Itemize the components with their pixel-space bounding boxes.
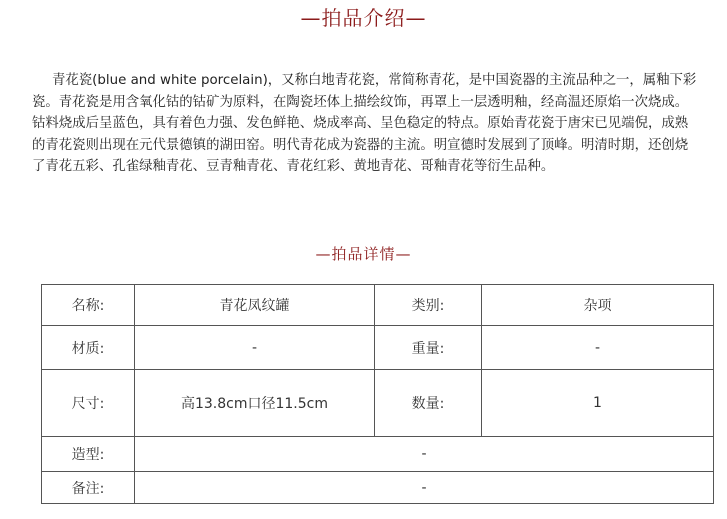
- size-label: 尺寸:: [42, 370, 135, 437]
- name-label: 名称:: [42, 285, 135, 326]
- table-row: [42, 326, 714, 370]
- category-value: 杂项: [482, 285, 714, 326]
- table-row: [42, 472, 714, 504]
- remarks-label: 备注:: [42, 472, 135, 504]
- category-label: 类别:: [375, 285, 482, 326]
- details-section-title: —拍品详情—: [315, 245, 412, 263]
- shape-label: 造型:: [42, 437, 135, 472]
- quantity-label: 数量:: [375, 370, 482, 437]
- shape-value: -: [135, 437, 714, 472]
- intro-section-title: —拍品介绍—: [300, 6, 427, 30]
- material-label: 材质:: [42, 326, 135, 370]
- material-value: -: [135, 326, 375, 370]
- intro-paragraph: 青花瓷(blue and white porcelain)，又称白地青花瓷，常简称青花，是中国瓷器的主流品种之一，属釉下彩瓷。青花瓷是用含氧化钴的钴矿为原料，在陶瓷坯体上描绘纹饰，再罩上一层透明釉，经高温还原焰一次烧成。钴料烧成后呈蓝色，具有着色力强、发色鲜艳、烧成率高、呈色稳定的特点。原始青花瓷于唐宋已见端倪，成熟的青花瓷则出现在元代景德镇的湖田窑。明代青花成为瓷器的主流。明宣德时发展到了顶峰。明清时期，还创烧了青花五彩、孔雀绿釉青花、豆青釉青花、青花红彩、黄地青花、哥釉青花等衍生品种。: [32, 73, 697, 175]
- weight-value: -: [482, 326, 714, 370]
- table-row: [42, 437, 714, 472]
- table-row: [42, 285, 714, 326]
- quantity-value: 1: [482, 370, 714, 437]
- weight-label: 重量:: [375, 326, 482, 370]
- remarks-value: -: [135, 472, 714, 504]
- size-value: 高13.8cm口径11.5cm: [135, 370, 375, 437]
- details-table: [41, 284, 714, 504]
- name-value: 青花凤纹罐: [135, 285, 375, 326]
- table-row: [42, 370, 714, 437]
